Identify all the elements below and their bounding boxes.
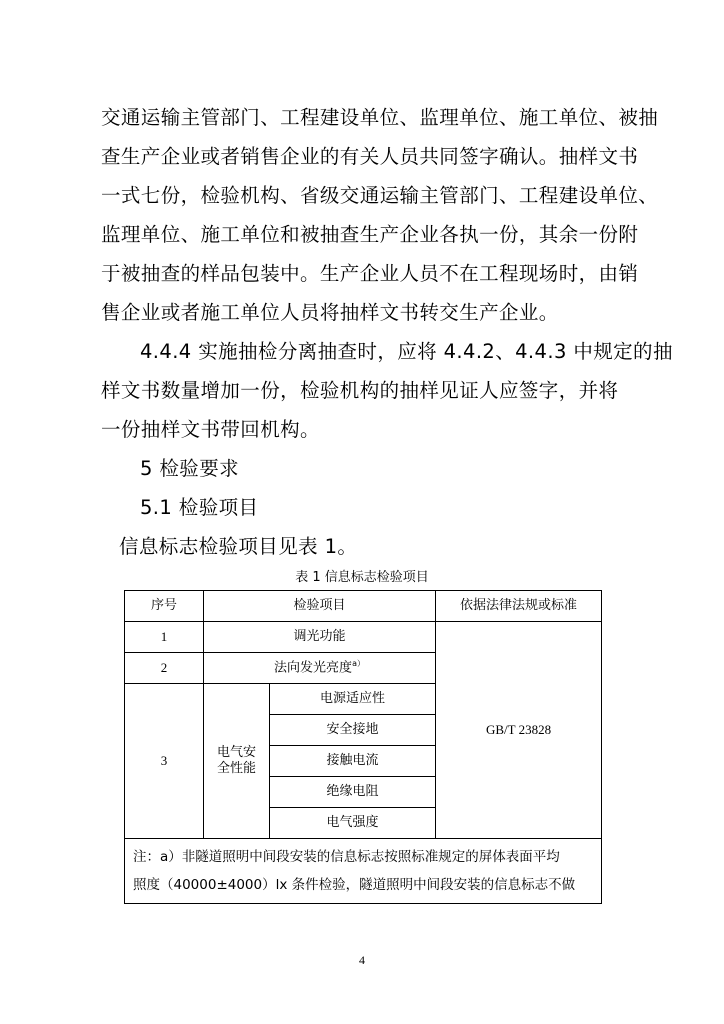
- group-cell: [204, 684, 270, 839]
- note-line-1: 注：a）非隧道照明中间段安装的信息标志按照标准规定的屏体表面平均: [133, 849, 560, 865]
- paragraph-line-1: 交通运输主管部门、工程建设单位、监理单位、施工单位、被抽: [101, 106, 659, 129]
- paragraph-line-6: 售企业或者施工单位人员将抽样文书转交生产企业。: [101, 301, 559, 324]
- note-line-2: 照度（40000±4000）lx 条件检验，隧道照明中间段安装的信息标志不做: [133, 877, 576, 893]
- paragraph-line-4: 监理单位、施工单位和被抽查生产企业各执一份，其余一份附: [101, 223, 639, 246]
- table-intro-text: 信息标志检验项目见表 1。: [119, 535, 358, 558]
- standard-cell: GB/T 23828: [436, 622, 602, 839]
- header-standard: 依据法律法规或标准: [436, 591, 602, 622]
- row-item-with-footnote: [204, 653, 436, 684]
- paragraph-line-3: 一式七份，检验机构、省级交通运输主管部门、工程建设单位、: [101, 184, 659, 207]
- paragraph-line-5: 于被抽查的样品包装中。生产企业人员不在工程现场时，由销: [101, 262, 639, 285]
- page-number: 4: [359, 953, 365, 967]
- table-row: [125, 622, 602, 653]
- sub-item: 安全接地: [270, 715, 436, 746]
- header-item: 检验项目: [204, 591, 436, 622]
- clause-4-4-4-line-1: 4.4.4 实施抽检分离抽查时，应将 4.4.2、4.4.3 中规定的抽: [140, 340, 673, 363]
- table-note-row: [125, 839, 602, 904]
- table-header-row: [125, 591, 602, 622]
- row-number: 1: [125, 622, 204, 653]
- clause-4-4-4-line-2: 样文书数量增加一份，检验机构的抽样见证人应签字，并将: [101, 379, 619, 402]
- sub-item: 电源适应性: [270, 684, 436, 715]
- group-label: 电气安全性能: [216, 745, 256, 776]
- header-number: 序号: [125, 591, 204, 622]
- inspection-items-table: [124, 590, 602, 904]
- paragraph-line-2: 查生产企业或者销售企业的有关人员共同签字确认。抽样文书: [101, 145, 639, 168]
- sub-item: 绝缘电阻: [270, 777, 436, 808]
- section-heading: 5 检验要求: [140, 457, 240, 480]
- row-item: 法向发光亮度: [274, 660, 353, 676]
- clause-4-4-4-line-3: 一份抽样文书带回机构。: [101, 418, 320, 441]
- row-item: 调光功能: [204, 622, 436, 653]
- table-caption: 表 1 信息标志检验项目: [295, 570, 429, 585]
- row-number: 2: [125, 653, 204, 684]
- table-note: [125, 839, 602, 904]
- row-number: 3: [125, 684, 204, 839]
- footnote-mark: a）: [352, 659, 365, 669]
- sub-item: 接触电流: [270, 746, 436, 777]
- subsection-heading: 5.1 检验项目: [140, 496, 259, 519]
- sub-item: 电气强度: [270, 808, 436, 839]
